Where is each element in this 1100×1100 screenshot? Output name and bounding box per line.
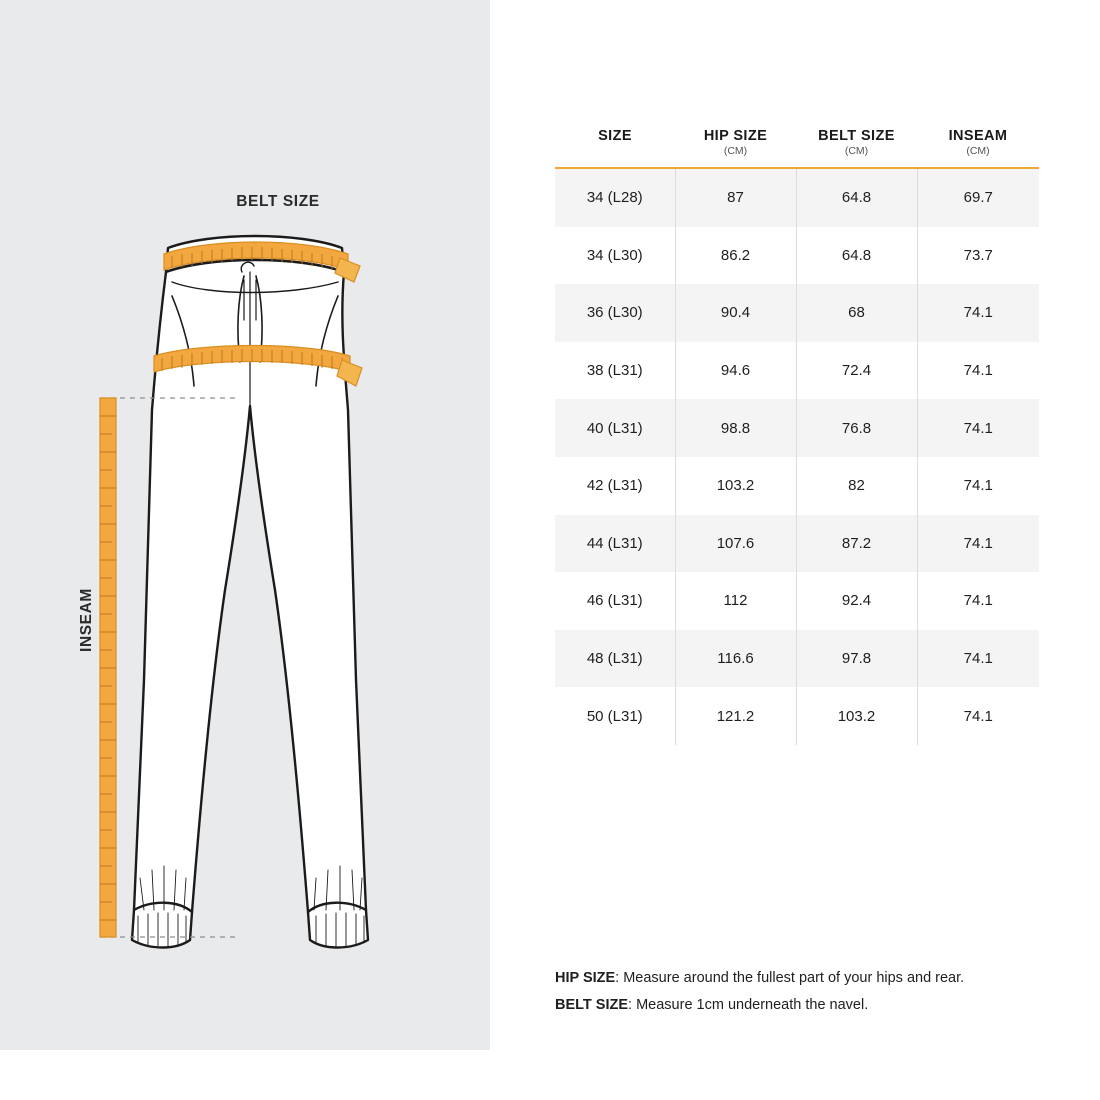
belt-size-label: BELT SIZE	[236, 193, 320, 210]
table-header	[555, 128, 1039, 169]
table-row	[555, 284, 1039, 342]
cell-hip: 94.6	[675, 342, 796, 400]
cell-hip: 121.2	[675, 687, 796, 745]
cell-inseam: 74.1	[917, 457, 1039, 515]
cell-inseam: 74.1	[917, 342, 1039, 400]
cell-belt: 82	[796, 457, 917, 515]
column-header-size: SIZE	[598, 128, 632, 144]
size-chart-table	[555, 128, 1039, 745]
cell-size: 34 (L28)	[555, 169, 675, 227]
cell-belt: 92.4	[796, 572, 917, 630]
note-term-hip: HIP SIZE	[555, 970, 616, 986]
illustration-panel	[0, 0, 490, 1050]
column-unit-hip-size: (CM)	[723, 145, 748, 157]
note-hip-size	[555, 965, 1075, 992]
cell-hip: 116.6	[675, 630, 796, 688]
column-unit-belt-size: (CM)	[844, 145, 869, 157]
cell-hip: 90.4	[675, 284, 796, 342]
table-panel	[490, 0, 1100, 1100]
table-row	[555, 457, 1039, 515]
inseam-label: INSEAM	[78, 588, 95, 652]
measurement-notes	[555, 965, 1075, 1019]
cell-belt: 87.2	[796, 515, 917, 573]
note-text-belt: : Measure 1cm underneath the navel.	[628, 996, 869, 1013]
column-header-belt-size: BELT SIZE (CM)	[796, 128, 917, 167]
note-belt-size	[555, 992, 1075, 1019]
cell-size: 34 (L30)	[555, 227, 675, 285]
cell-hip: 107.6	[675, 515, 796, 573]
cell-inseam: 74.1	[917, 572, 1039, 630]
table-row	[555, 687, 1039, 745]
table-row	[555, 515, 1039, 573]
cell-belt: 97.8	[796, 630, 917, 688]
cell-size: 46 (L31)	[555, 572, 675, 630]
note-term-belt: BELT SIZE	[555, 996, 629, 1013]
cell-belt: 68	[796, 284, 917, 342]
cell-inseam: 74.1	[917, 630, 1039, 688]
cell-size: 50 (L31)	[555, 687, 675, 745]
cell-hip: 112	[675, 572, 796, 630]
column-header-inseam: INSEAM (CM)	[917, 128, 1039, 167]
cell-hip: 103.2	[675, 457, 796, 515]
table-row	[555, 342, 1039, 400]
jogger-pants-illustration	[60, 210, 440, 970]
cell-inseam: 74.1	[917, 515, 1039, 573]
cell-belt: 76.8	[796, 399, 917, 457]
cell-size: 40 (L31)	[555, 399, 675, 457]
cell-hip: 87	[675, 169, 796, 227]
cell-inseam: 74.1	[917, 284, 1039, 342]
cell-hip: 86.2	[675, 227, 796, 285]
cell-inseam: 74.1	[917, 399, 1039, 457]
cell-size: 48 (L31)	[555, 630, 675, 688]
table-row	[555, 572, 1039, 630]
cell-size: 38 (L31)	[555, 342, 675, 400]
column-header-hip-size: HIP SIZE (CM)	[675, 128, 796, 167]
cell-size: 42 (L31)	[555, 457, 675, 515]
cell-hip: 98.8	[675, 399, 796, 457]
cell-size: 36 (L30)	[555, 284, 675, 342]
cell-inseam: 74.1	[917, 687, 1039, 745]
table-row	[555, 169, 1039, 227]
cell-belt: 64.8	[796, 227, 917, 285]
column-unit-inseam: (CM)	[966, 145, 990, 157]
cell-size: 44 (L31)	[555, 515, 675, 573]
note-text-hip: : Measure around the fullest part of your hips and rear.	[615, 970, 965, 986]
cell-belt: 72.4	[796, 342, 917, 400]
table-body	[555, 169, 1039, 745]
cell-inseam: 69.7	[917, 169, 1039, 227]
cell-belt: 103.2	[796, 687, 917, 745]
table-row	[555, 630, 1039, 688]
table-row	[555, 227, 1039, 285]
cell-belt: 64.8	[796, 169, 917, 227]
table-row	[555, 399, 1039, 457]
cell-inseam: 73.7	[917, 227, 1039, 285]
